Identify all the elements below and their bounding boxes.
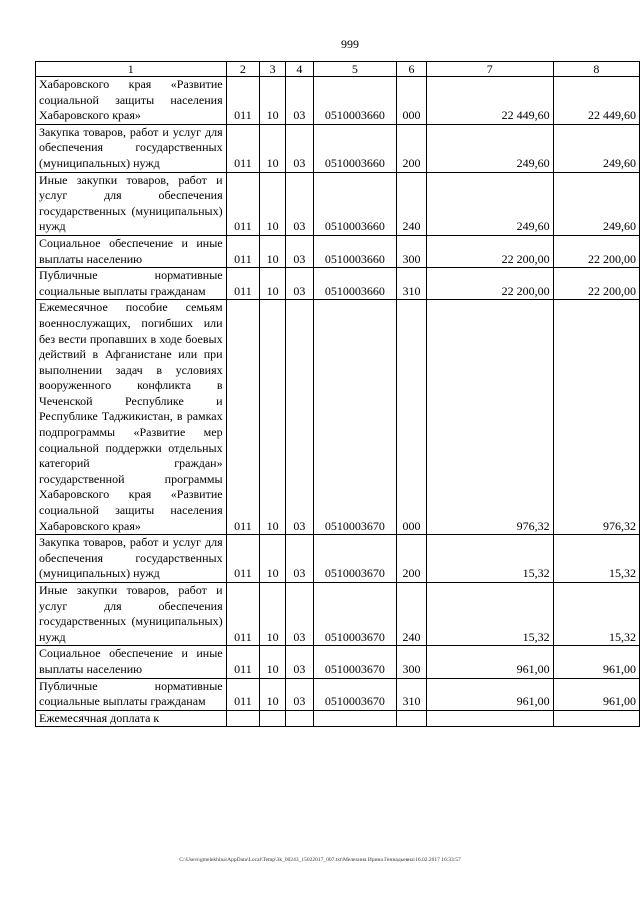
row-cell-c7: 249,60 [426,172,553,235]
row-cell-c2: 011 [226,172,260,235]
row-cell-c3: 10 [260,535,286,583]
row-cell-c6: 310 [397,678,427,710]
row-cell-c2: 011 [226,77,260,125]
row-cell-c5: 0510003660 [313,268,396,300]
row-description: Иные закупки товаров, работ и услуг для обеспечения государственных (муниципальных) нужд [36,172,227,235]
header-row [36,62,640,77]
row-cell-c5: 0510003670 [313,535,396,583]
row-cell-c6: 300 [397,235,427,267]
table-row [36,77,640,125]
row-cell-c2: 011 [226,678,260,710]
row-cell-c6: 240 [397,583,427,646]
row-description: Социальное обеспечение и иные выплаты населению [36,646,227,678]
header-cell: 7 [426,62,553,77]
row-cell-c8 [553,710,639,727]
row-cell-c4: 03 [286,172,314,235]
table-row [36,535,640,583]
row-cell-c8: 961,00 [553,678,639,710]
table-row [36,583,640,646]
header-cell: 6 [397,62,427,77]
row-description: Ежемесячная доплата к [36,710,227,727]
row-cell-c8: 249,60 [553,172,639,235]
row-cell-c7: 15,32 [426,535,553,583]
row-cell-c8: 22 200,00 [553,235,639,267]
row-cell-c7: 15,32 [426,583,553,646]
row-cell-c4: 03 [286,535,314,583]
row-cell-c7: 976,32 [426,300,553,535]
row-cell-c6 [397,710,427,727]
row-cell-c6: 300 [397,646,427,678]
row-cell-c8: 22 449,60 [553,77,639,125]
row-cell-c5: 0510003660 [313,77,396,125]
header-cell: 8 [553,62,639,77]
row-cell-c8: 976,32 [553,300,639,535]
header-cell: 2 [226,62,260,77]
row-cell-c2: 011 [226,124,260,172]
row-cell-c7: 961,00 [426,678,553,710]
row-cell-c5: 0510003660 [313,172,396,235]
row-description: Закупка товаров, работ и услуг для обеспечения государственных (муниципальных) нужд [36,124,227,172]
row-cell-c4: 03 [286,124,314,172]
row-cell-c7: 961,00 [426,646,553,678]
table-row [36,710,640,727]
table-row [36,235,640,267]
row-cell-c6: 240 [397,172,427,235]
table-row [36,124,640,172]
row-cell-c8: 22 200,00 [553,268,639,300]
row-cell-c6: 200 [397,535,427,583]
row-cell-c3: 10 [260,77,286,125]
row-cell-c7: 249,60 [426,124,553,172]
row-cell-c6: 310 [397,268,427,300]
row-cell-c4: 03 [286,300,314,535]
row-cell-c5: 0510003660 [313,124,396,172]
row-cell-c8: 961,00 [553,646,639,678]
table-row [36,172,640,235]
header-cell: 3 [260,62,286,77]
row-cell-c3 [260,710,286,727]
table-row [36,300,640,535]
row-cell-c5: 0510003660 [313,235,396,267]
row-cell-c8: 15,32 [553,583,639,646]
row-cell-c2: 011 [226,300,260,535]
row-cell-c3: 10 [260,678,286,710]
row-cell-c3: 10 [260,124,286,172]
row-cell-c4 [286,710,314,727]
row-description: Хабаровского края «Развитие социальной защиты населения Хабаровского края» [36,77,227,125]
header-cell: 4 [286,62,314,77]
table-body [36,77,640,727]
row-cell-c5: 0510003670 [313,583,396,646]
row-description: Публичные нормативные социальные выплаты гражданам [36,678,227,710]
row-cell-c7: 22 200,00 [426,268,553,300]
table-row [36,678,640,710]
row-cell-c2: 011 [226,268,260,300]
row-cell-c4: 03 [286,678,314,710]
header-cell: 1 [36,62,227,77]
row-cell-c3: 10 [260,172,286,235]
table-row [36,268,640,300]
row-cell-c2: 011 [226,535,260,583]
row-cell-c2: 011 [226,583,260,646]
row-cell-c3: 10 [260,235,286,267]
row-description: Публичные нормативные социальные выплаты гражданам [36,268,227,300]
row-cell-c7 [426,710,553,727]
footer-path: C:\Users\gmelekhina\AppData\Local\Temp\3k_00243_15022017_007.txt\Мелехина Ирина Геннадьевна\16.02.2017 16:33:57 [179,857,461,863]
row-cell-c3: 10 [260,583,286,646]
page-number: 999 [341,37,359,51]
row-cell-c5: 0510003670 [313,678,396,710]
row-cell-c7: 22 200,00 [426,235,553,267]
row-cell-c8: 15,32 [553,535,639,583]
table-row [36,646,640,678]
budget-table [35,61,640,727]
row-description: Ежемесячное пособие семьям военнослужащих, погибших или без вести пропавших в ходе боевых действий в Афганистане или при выполнении задач в условиях вооруженного конфликта в Чеченской Республике и Республике Таджикистан, в рамках подпрограммы «Развитие мер социальной поддержки отдельных категорий граждан» государственной программы Хабаровского края «Развитие социальной защиты населения Хабаровского края» [36,300,227,535]
row-cell-c5: 0510003670 [313,300,396,535]
row-cell-c2: 011 [226,235,260,267]
row-cell-c2 [226,710,260,727]
header-cell: 5 [313,62,396,77]
row-cell-c5 [313,710,396,727]
row-cell-c4: 03 [286,77,314,125]
row-cell-c7: 22 449,60 [426,77,553,125]
row-cell-c8: 249,60 [553,124,639,172]
row-description: Иные закупки товаров, работ и услуг для обеспечения государственных (муниципальных) нужд [36,583,227,646]
row-description: Социальное обеспечение и иные выплаты населению [36,235,227,267]
row-cell-c3: 10 [260,268,286,300]
row-cell-c4: 03 [286,235,314,267]
row-cell-c6: 000 [397,300,427,535]
row-cell-c4: 03 [286,268,314,300]
row-cell-c4: 03 [286,583,314,646]
row-cell-c4: 03 [286,646,314,678]
row-cell-c2: 011 [226,646,260,678]
row-cell-c5: 0510003670 [313,646,396,678]
row-cell-c3: 10 [260,646,286,678]
row-description: Закупка товаров, работ и услуг для обеспечения государственных (муниципальных) нужд [36,535,227,583]
row-cell-c3: 10 [260,300,286,535]
row-cell-c6: 000 [397,77,427,125]
row-cell-c6: 200 [397,124,427,172]
